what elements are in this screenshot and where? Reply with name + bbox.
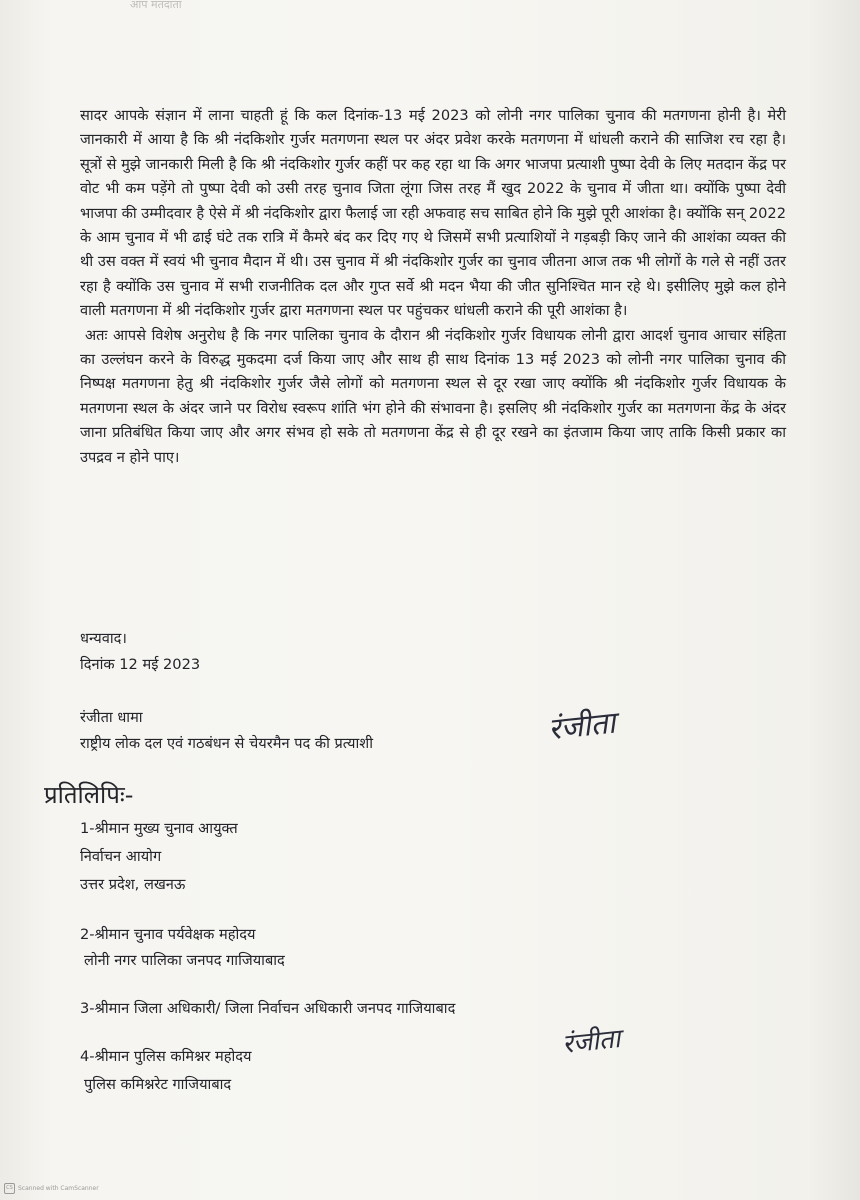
copy-item-2-line-1: 2-श्रीमान चुनाव पर्यवेक्षक महोदय — [80, 926, 256, 943]
scanner-watermark — [4, 1183, 99, 1194]
scanner-text: Scanned with CamScanner — [18, 1185, 99, 1192]
signer-block — [80, 705, 373, 757]
camscanner-icon: CS — [4, 1183, 15, 1194]
body-paragraph-1: सादर आपके संज्ञान में लाना चाहती हूं कि कल दिनांक-13 मई 2023 को लोनी नगर पालिका चुनाव की मतगणना होनी है। मेरी जानकारी में आया है कि श्री नंदकिशोर गुर्जर मतगणना स्थल पर अंदर प्रवेश करके मतगणना में धांधली कराने की साजिश रच रहा है। सूत्रों से मुझे जानकारी मिली है कि श्री नंदकिशोर गुर्जर कहीं पर कह रहा था कि अगर भाजपा प्रत्याशी पुष्पा देवी के लिए मतदान केंद्र पर वोट भी कम पड़ेंगे तो पुष्पा देवी को उसी तरह चुनाव जिता लूंगा जिस तरह मैं खुद 2022 के चुनाव में जीता था। क्योंकि पुष्पा देवी भाजपा की उम्मीदवार है ऐसे में श्री नंदकिशोर द्वारा फैलाई जा रही अफवाह सच साबित होने कि मुझे पूरी आशंका है। क्योंकि सन् 2022 के आम चुनाव में भी ढाई घंटे तक रात्रि में कैमरे बंद कर दिए गए थे जिसमें सभी प्रत्याशियों ने गड़बड़ी किए जाने की आशंका व्यक्त की थी उस वक्त में स्वयं भी चुनाव मैदान में थी। उस चुनाव में श्री नंदकिशोर गुर्जर का चुनाव जीतना आज तक भी लोगों के गले से नहीं उतर रहा है क्योंकि उस चुनाव में सभी राजनीतिक दल और गुप्त सर्वे श्री मदन भैया की जीत सुनिश्चित मान रहे थे। इसीलिए मुझे कल होने वाली मतगणना में श्री नंदकिशोर गुर्जर द्वारा मतगणना स्थल पर पहुंचकर धांधली कराने की पूरी आशंका है। — [80, 107, 787, 320]
copy-item-3-line-1: 3-श्रीमान जिला अधिकारी/ जिला निर्वाचन अधिकारी जनपद गाजियाबाद — [80, 1000, 456, 1017]
handwritten-signature: रंजीता — [546, 705, 618, 748]
copy-item-1-line-3: उत्तर प्रदेश, लखनऊ — [80, 876, 186, 893]
copy-item-4-line-1: 4-श्रीमान पुलिस कमिश्नर महोदय — [80, 1048, 252, 1065]
body-paragraph-2: अतः आपसे विशेष अनुरोध है कि नगर पालिका चुनाव के दौरान श्री नंदकिशोर गुर्जर विधायक लोनी द्वारा आदर्श चुनाव आचार संहिता का उल्लंघन करने के विरुद्ध मुकदमा दर्ज किया जाए और साथ ही साथ दिनांक 13 मई 2023 को लोनी नगर पालिका चुनाव की निष्पक्ष मतगणना हेतु श्री नंदकिशोर गुर्जर जैसे लोगों को मतगणना स्थल से दूर रखा जाए क्योंकि श्री नंदकिशोर गुर्जर विधायक के मतगणना स्थल के अंदर जाने पर विरोध स्वरूप शांति भंग होने की संभावना है। इसलिए श्री नंदकिशोर गुर्जर का मतगणना केंद्र के अंदर जाना प्रतिबंधित किया जाए और अगर संभव हो सके तो मतगणना केंद्र से ही दूर रखने का इंतजाम किया जाए ताकि किसी प्रकार का उपद्रव न होने पाए। — [80, 326, 787, 466]
signer-name: रंजीता धामा — [80, 709, 143, 726]
handwritten-signature-copy: रंजीता — [560, 1024, 622, 1060]
previous-page-bleed: आप मतदाता — [130, 0, 182, 10]
copy-item-4-line-2: पुलिस कमिश्नरेट गाजियाबाद — [84, 1076, 232, 1093]
letter-body — [80, 104, 786, 470]
signer-designation: राष्ट्रीय लोक दल एवं गठबंधन से चेयरमैन पद की प्रत्याशी — [80, 735, 373, 752]
closing-block — [80, 626, 200, 678]
copy-item-2-line-2: लोनी नगर पालिका जनपद गाजियाबाद — [84, 952, 285, 969]
copy-item-1-line-2: निर्वाचन आयोग — [80, 848, 162, 865]
copy-heading: प्रतिलिपिः- — [44, 781, 134, 809]
thanks-line: धन्यवाद। — [80, 630, 127, 647]
copy-item-1-line-1: 1-श्रीमान मुख्य चुनाव आयुक्त — [80, 820, 238, 837]
letter-date: दिनांक 12 मई 2023 — [80, 656, 201, 673]
